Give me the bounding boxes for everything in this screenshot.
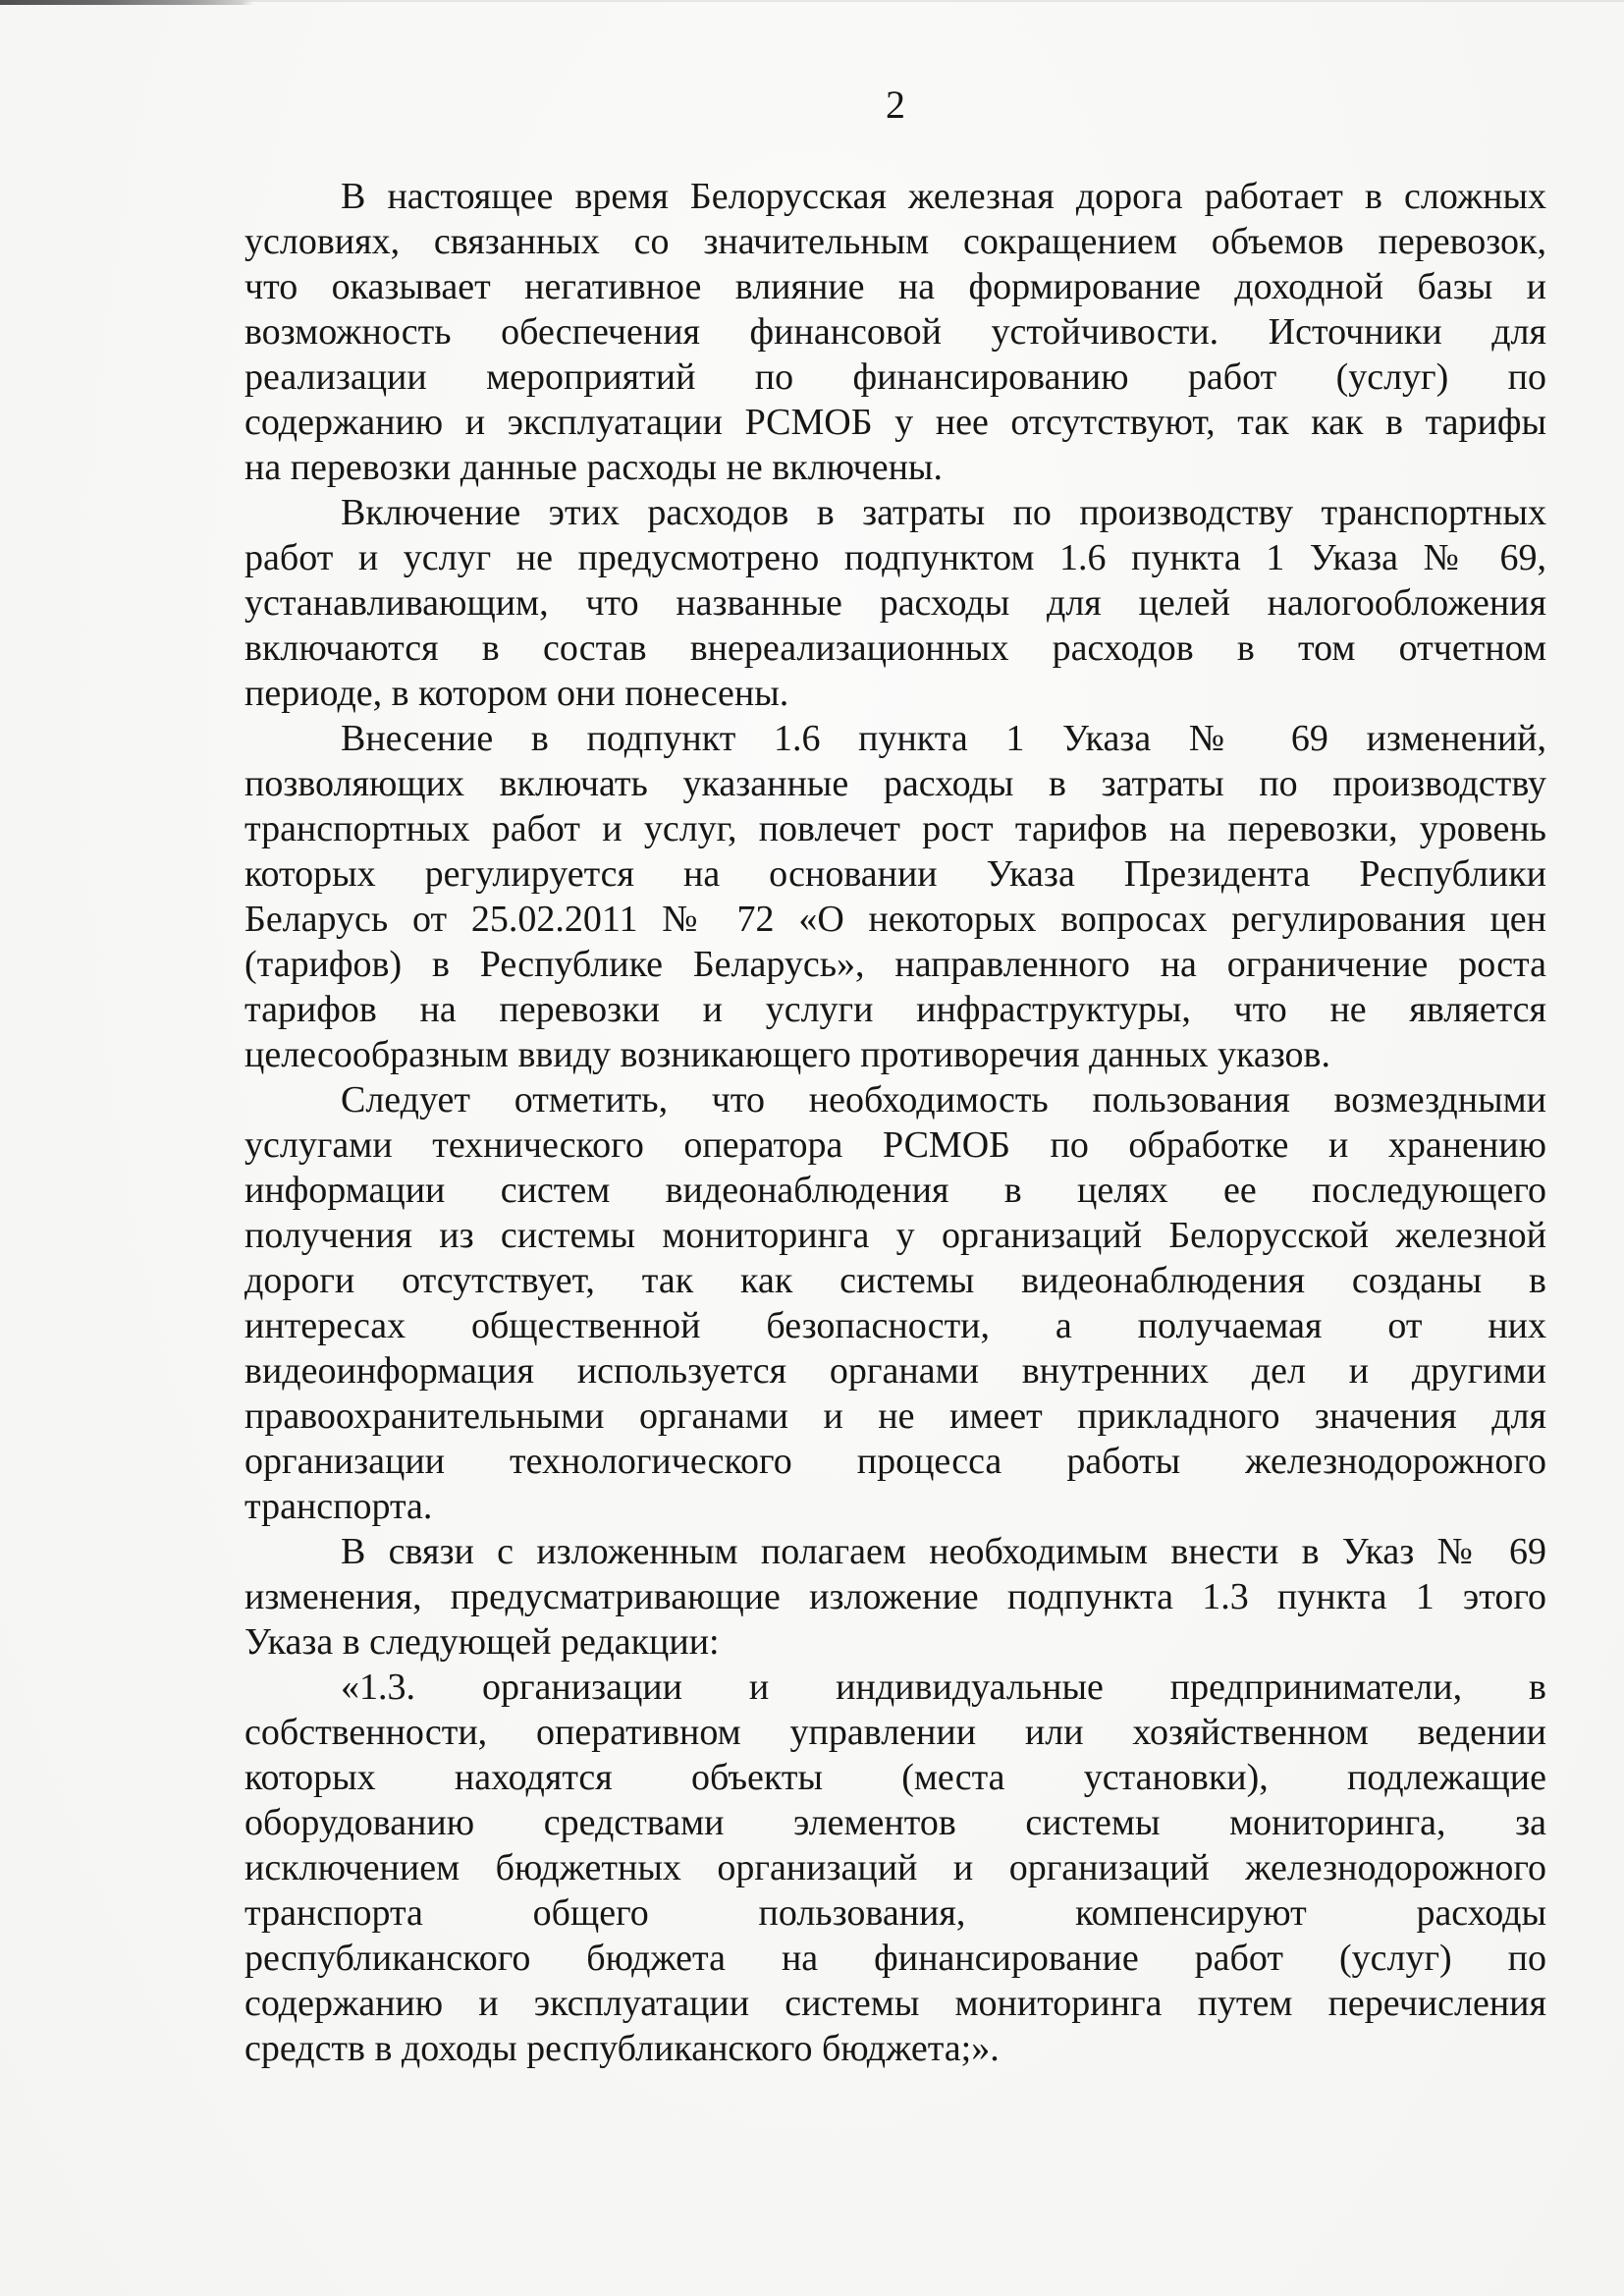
text-line: средств в доходы республиканского бюджета;». [244,2028,1000,2069]
text-line: условиях, связанных со значительным сокращением объемов перевозок, [244,221,1546,262]
page-number: 2 [886,82,905,127]
text-line: В настоящее время Белорусская железная дорога работает в сложных [341,176,1546,217]
text-line: содержанию и эксплуатации РСМОБ у нее отсутствуют, так как в тарифы [244,402,1546,443]
paragraph-5 [244,1529,1546,1665]
paragraph-3 [244,716,1546,1077]
text-line: Внесение в подпункт 1.6 пункта 1 Указа № 69 изменений, [341,718,1546,759]
text-line: интересах общественной безопасности, а получаемая от них [244,1305,1546,1346]
text-line: «1.3. организации и индивидуальные предприниматели, в [341,1667,1546,1708]
text-line: информации систем видеонаблюдения в целях ее последующего [244,1170,1546,1211]
text-line: транспорта. [244,1486,433,1527]
text-line: организации технологического процесса работы железнодорожного [244,1441,1546,1482]
text-line: оборудованию средствами элементов системы мониторинга, за [244,1802,1546,1843]
text-line: транспортных работ и услуг, повлечет рост тарифов на перевозки, уровень [244,808,1546,849]
text-line: транспорта общего пользования, компенсируют расходы [244,1892,1546,1934]
paragraph-1 [244,174,1546,490]
text-line: которых регулируется на основании Указа Президента Республики [244,853,1546,895]
paragraph-4 [244,1077,1546,1529]
text-line: видеоинформация используется органами внутренних дел и другими [244,1350,1546,1392]
text-line: целесообразным ввиду возникающего противоречия данных указов. [244,1034,1330,1075]
text-line: периоде, в котором они понесены. [244,673,789,714]
document-body [244,174,1546,2071]
text-line: исключением бюджетных организаций и организаций железнодорожного [244,1847,1546,1888]
scan-artifact-top-left [0,0,253,5]
text-line: содержанию и эксплуатации системы мониторинга путем перечисления [244,1983,1546,2024]
text-line: которых находятся объекты (места установки), подлежащие [244,1757,1546,1798]
text-line: Следует отметить, что необходимость пользования возмездными [341,1079,1546,1121]
text-line: реализации мероприятий по финансированию работ (услуг) по [244,356,1546,398]
text-line: республиканского бюджета на финансирование работ (услуг) по [244,1938,1546,1979]
paragraph-2 [244,490,1546,716]
text-line: правоохранительными органами и не имеет прикладного значения для [244,1395,1546,1437]
text-line: тарифов на перевозки и услуги инфраструктуры, что не является [244,989,1546,1030]
text-line: Включение этих расходов в затраты по производству транспортных [341,492,1546,533]
text-line: изменения, предусматривающие изложение подпункта 1.3 пункта 1 этого [244,1576,1546,1617]
text-line: Беларусь от 25.02.2011 № 72 «О некоторых вопросах регулирования цен [244,899,1546,940]
text-line: услугами технического оператора РСМОБ по обработке и хранению [244,1124,1546,1166]
text-line: что оказывает негативное влияние на формирование доходной базы и [244,266,1546,307]
text-line: собственности, оперативном управлении или хозяйственном ведении [244,1712,1546,1753]
paragraph-6 [244,1665,1546,2071]
text-line: дороги отсутствует, так как системы видеонаблюдения созданы в [244,1260,1546,1301]
text-line: В связи с изложенным полагаем необходимым внести в Указ № 69 [341,1531,1546,1572]
text-line: позволяющих включать указанные расходы в затраты по производству [244,763,1546,804]
text-line: на перевозки данные расходы не включены. [244,447,943,488]
text-line: возможность обеспечения финансовой устойчивости. Источники для [244,311,1546,353]
text-line: (тарифов) в Республике Беларусь», направленного на ограничение роста [244,944,1546,985]
text-line: получения из системы мониторинга у организаций Белорусской железной [244,1215,1546,1256]
text-line: работ и услуг не предусмотрено подпунктом 1.6 пункта 1 Указа № 69, [244,537,1546,578]
text-line: устанавливающим, что названные расходы для целей налогообложения [244,582,1546,624]
text-line: Указа в следующей редакции: [244,1621,720,1663]
text-line: включаются в состав внереализационных расходов в том отчетном [244,628,1546,669]
